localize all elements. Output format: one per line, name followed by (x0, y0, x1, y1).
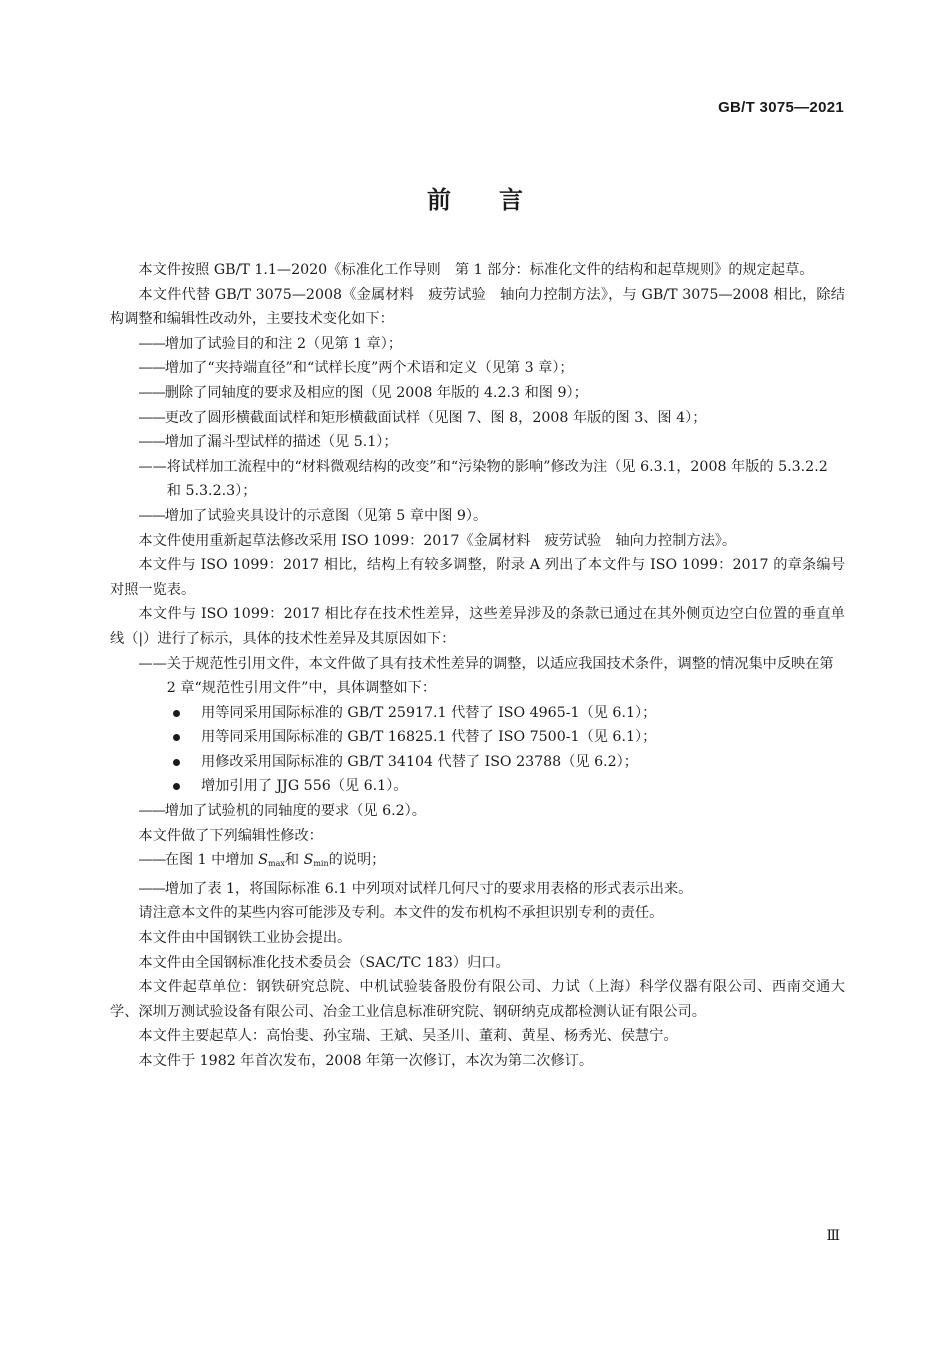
standard-code: GB/T 3075—2021 (718, 99, 844, 116)
list-item: ——增加了表 1，将国际标准 6.1 中列项对试样几何尺寸的要求用表格的形式表示出来。 (138, 880, 693, 897)
list-item: ——将试样加工流程中的“材料微观结构的改变”和“污染物的影响”修改为注（见 6.3.1，2008 年版的 5.3.2.2 和 5.3.2.3）； (138, 458, 828, 500)
bullet-icon (173, 759, 180, 766)
list-item: ——增加了“夹持端直径”和“试样长度”两个术语和定义（见第 3 章）； (138, 360, 574, 377)
paragraph: 本文件与 ISO 1099：2017 相比，结构上有较多调整，附录 A 列出了本文件与 ISO 1099：2017 的章条编号对照一览表。 (110, 557, 845, 598)
bullet-item: 增加引用了 JJG 556（见 6.1）。 (110, 774, 845, 799)
page-number: Ⅲ (826, 1228, 840, 1244)
bullet-icon (173, 710, 180, 717)
paragraph: 本文件使用重新起草法修改采用 ISO 1099：2017《金属材料 疲劳试验 轴向力控制方法》。 (138, 532, 737, 549)
bullet-item: 用修改采用国际标准的 GB/T 34104 代替了 ISO 23788（见 6.2）； (110, 750, 845, 775)
list-item: ——关于规范性引用文件，本文件做了具有技术性差异的调整，以适应我国技术条件，调整的情况集中反映在第 2 章“规范性引用文件”中，具体调整如下： (138, 655, 834, 697)
list-item: ——在图 1 中增加 $S_{max}$和 $S_{min}$的说明； (138, 852, 386, 869)
paragraph: 本文件由全国钢标准化技术委员会（SAC/TC 183）归口。 (138, 954, 510, 971)
paragraph: 本文件代替 GB/T 3075—2008《金属材料 疲劳试验 轴向力控制方法》，与 GB/T 3075—2008 相比，除结构调整和编辑性改动外，主要技术变化如下： (110, 286, 845, 328)
paragraph: 本文件与 ISO 1099：2017 相比存在技术性差异，这些差异涉及的条款已通过在其外侧页边空白位置的垂直单线（|）进行了标示，具体的技术性差异及其原因如下： (110, 606, 845, 647)
paragraph: 本文件起草单位：钢铁研究总院、中机试验装备股份有限公司、力试（上海）科学仪器有限公司、西南交通大学、深圳万测试验设备有限公司、冶金工业信息标准研究院、钢研纳克成都检测认证有限公司。 (110, 979, 845, 1020)
foreword-body (110, 258, 845, 1074)
bullet-item: 用等同采用国际标准的 GB/T 16825.1 代替了 ISO 7500-1（见 6.1）； (110, 725, 845, 750)
list-item: ——更改了圆形横截面试样和矩形横截面试样（见图 7、图 8，2008 年版的图 3、图 4）； (138, 409, 707, 426)
paragraph: 本文件于 1982 年首次发布，2008 年第一次修订，本次为第二次修订。 (138, 1053, 594, 1069)
paragraph: 本文件主要起草人：高怡斐、孙宝瑞、王斌、吴圣川、董莉、黄星、杨秀光、侯慧宁。 (138, 1028, 678, 1045)
paragraph: 本文件按照 GB/T 1.1—2020《标准化工作导则 第 1 部分：标准化文件的结构和起草规则》的规定起草。 (138, 262, 814, 278)
paragraph: 本文件由中国钢铁工业协会提出。 (138, 930, 352, 947)
page-title: 前言 (427, 186, 571, 214)
list-item: ——删除了同轴度的要求及相应的图（见 2008 年版的 4.2.3 和图 9）； (138, 384, 588, 401)
list-item: ——增加了试验夹具设计的示意图（见第 5 章中图 9）。 (138, 507, 488, 524)
paragraph: 请注意本文件的某些内容可能涉及专利。本文件的发布机构不承担识别专利的责任。 (138, 905, 664, 922)
list-item: ——增加了试验目的和注 2（见第 1 章）； (138, 335, 403, 352)
bullet-item: 用等同采用国际标准的 GB/T 25917.1 代替了 ISO 4965-1（见 6.1）； (110, 701, 845, 726)
list-item: ——增加了试验机的同轴度的要求（见 6.2）。 (138, 803, 426, 820)
paragraph: 本文件做了下列编辑性修改： (138, 827, 323, 844)
list-item: ——增加了漏斗型试样的描述（见 5.1）； (138, 434, 398, 451)
